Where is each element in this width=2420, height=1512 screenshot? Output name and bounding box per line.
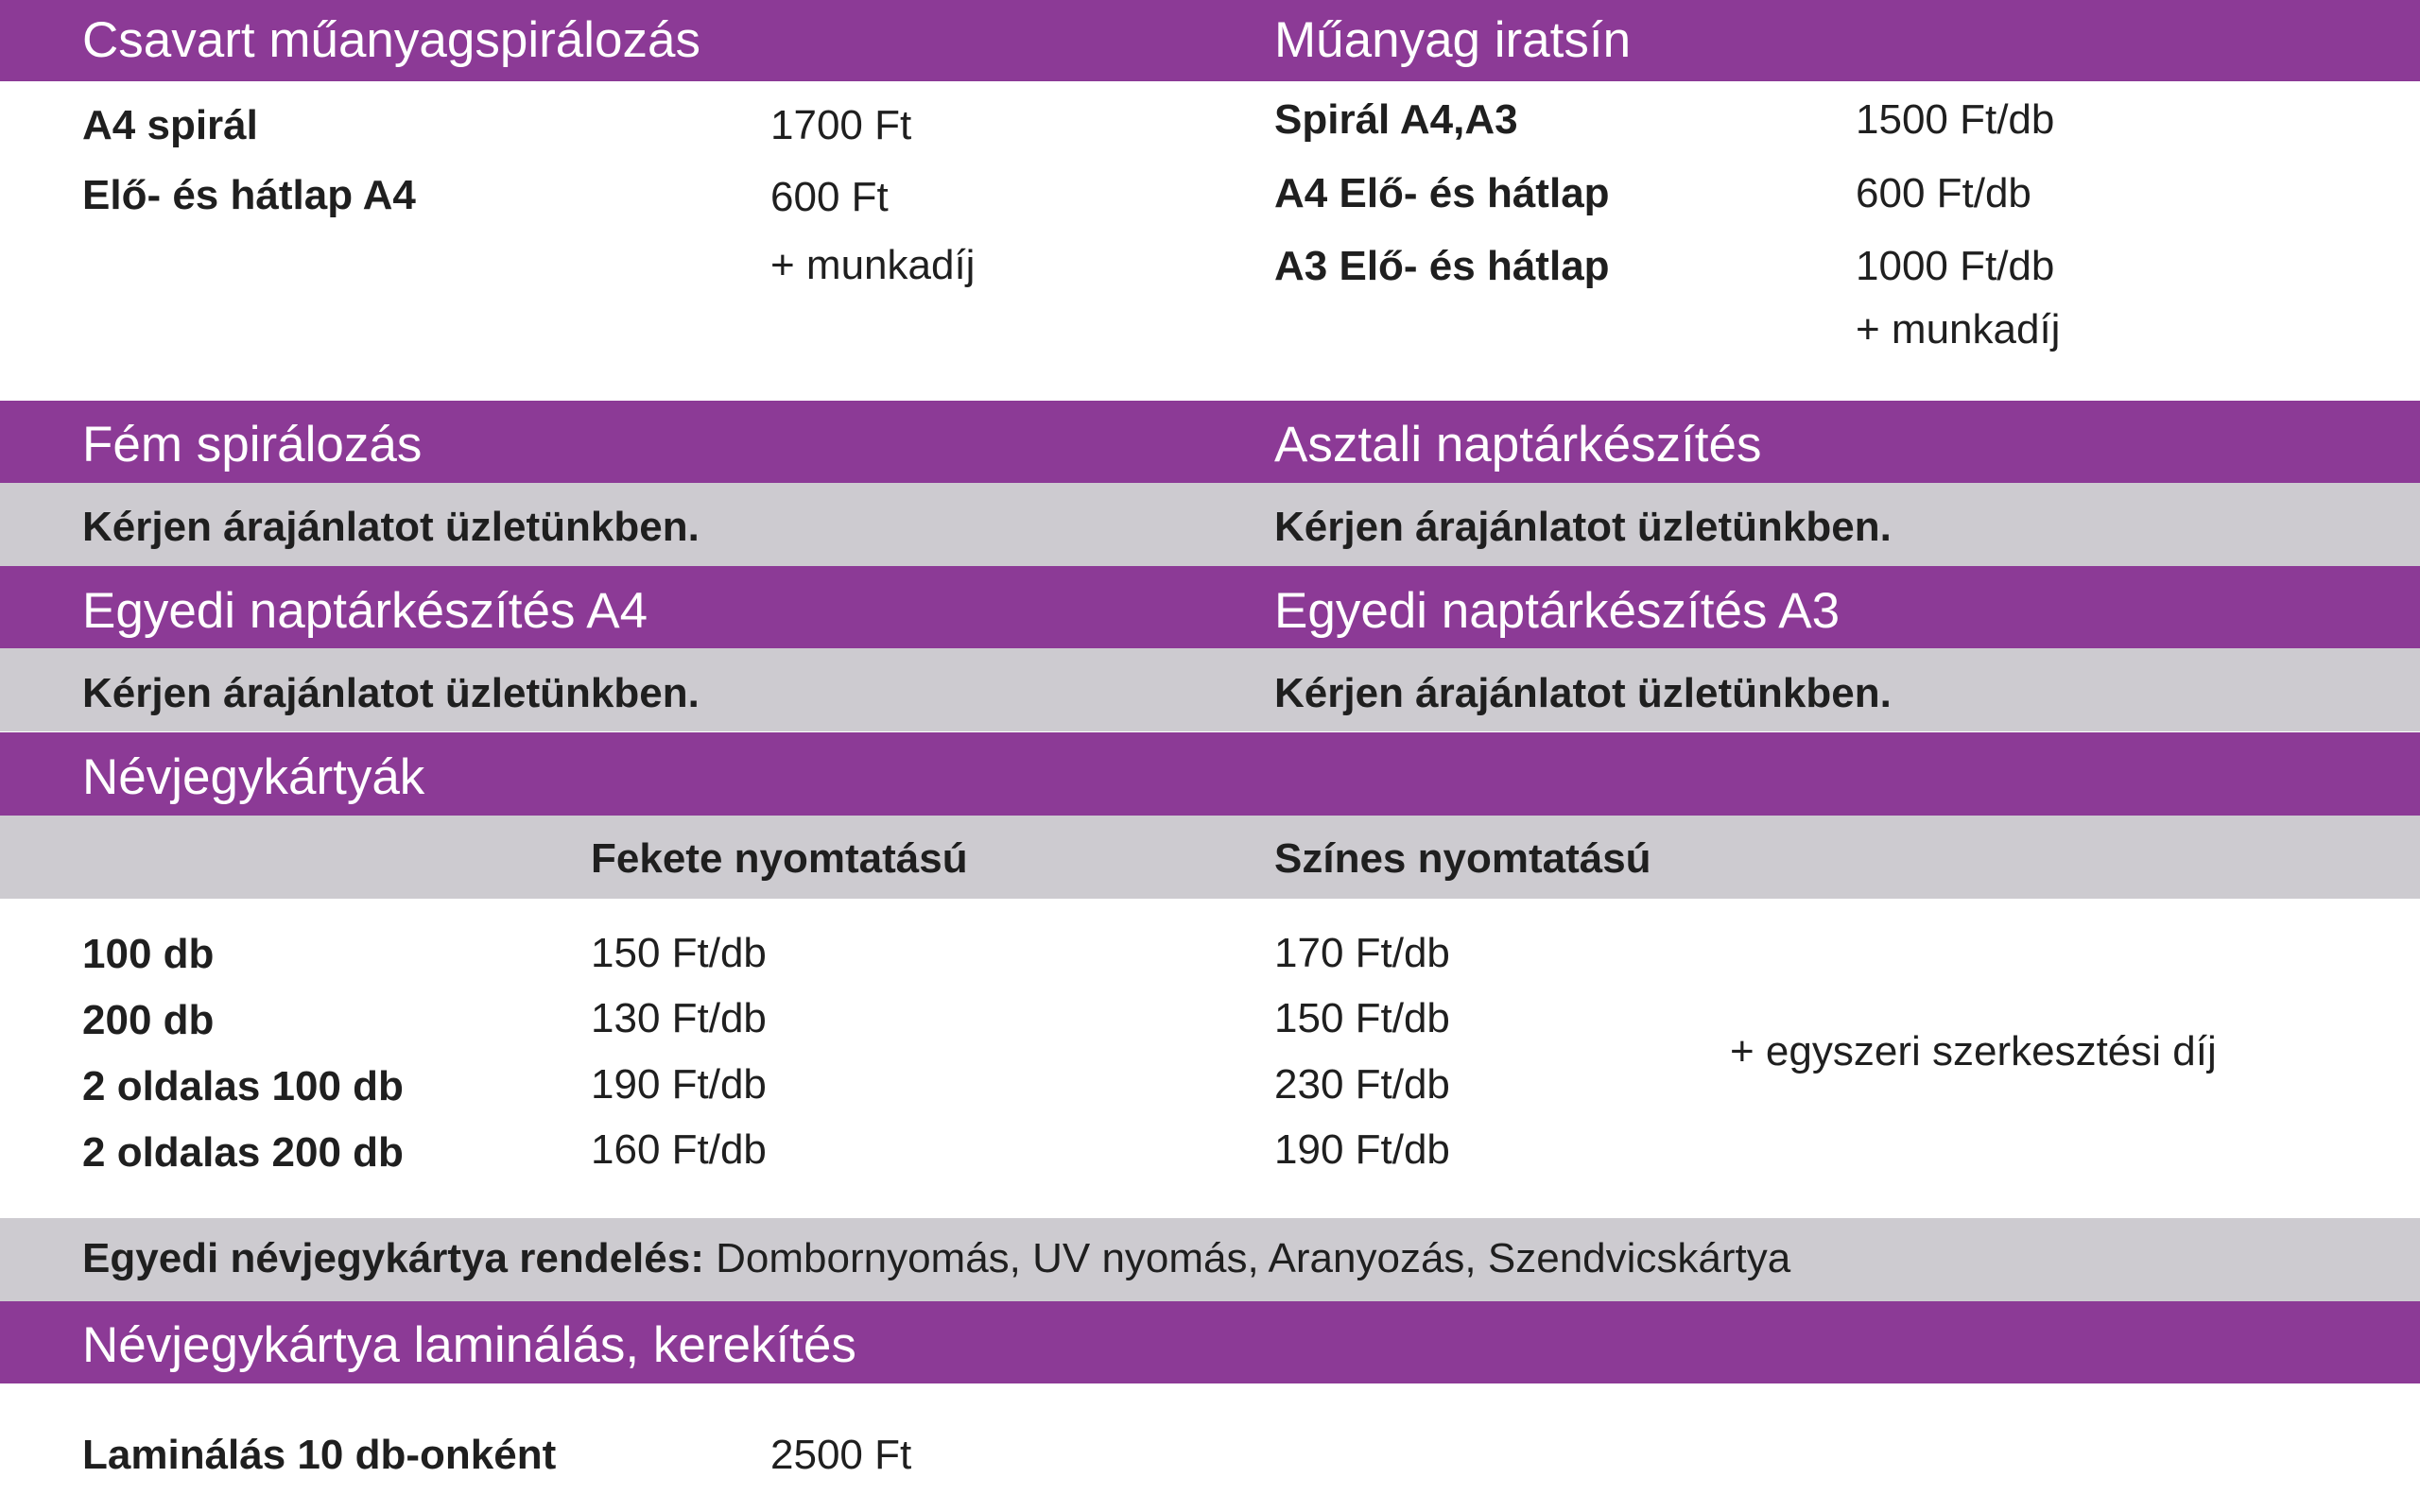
- custom-order-line: [82, 1235, 1791, 1281]
- label-front-back-a4: Elő- és hátlap A4: [82, 172, 416, 218]
- cards-row-black-price: 150 Ft/db: [591, 930, 767, 976]
- price-rail-a4-a3: 1500 Ft/db: [1856, 96, 2055, 143]
- custom-order-label: Egyedi névjegykártya rendelés:: [82, 1235, 704, 1281]
- custom-order-options: Dombornyomás, UV nyomás, Aranyozás, Szendvicskártya: [716, 1235, 1791, 1281]
- cards-row-label: 200 db: [82, 997, 215, 1043]
- column-header-color-print: Színes nyomtatású: [1274, 835, 1651, 882]
- label-rail-front-back-a3: A3 Elő- és hátlap: [1274, 243, 1610, 289]
- cards-row-label: 100 db: [82, 931, 215, 977]
- cards-row-label: 2 oldalas 100 db: [82, 1063, 404, 1109]
- section-title-lamination: Névjegykártya laminálás, kerekítés: [82, 1317, 856, 1373]
- quote-note-desk-calendar: Kérjen árajánlatot üzletünkben.: [1274, 504, 1892, 550]
- section-title-plastic-spiral: Csavart műanyagspirálozás: [82, 12, 700, 68]
- label-lamination: Laminálás 10 db-onként: [82, 1432, 557, 1478]
- cards-row-label: 2 oldalas 200 db: [82, 1129, 404, 1176]
- quote-note-calendar-a3: Kérjen árajánlatot üzletünkben.: [1274, 670, 1892, 716]
- section-title-plastic-rail: Műanyag iratsín: [1274, 12, 1632, 68]
- label-rail-front-back-a4: A4 Elő- és hátlap: [1274, 170, 1610, 216]
- section-title-desk-calendar: Asztali naptárkészítés: [1274, 417, 1762, 472]
- price-a4-spiral: 1700 Ft: [770, 102, 912, 148]
- cards-row-black-price: 190 Ft/db: [591, 1061, 767, 1108]
- cards-row-color-price: 190 Ft/db: [1274, 1126, 1450, 1173]
- section-title-business-cards: Névjegykártyák: [82, 749, 425, 805]
- section-title-metal-spiral: Fém spirálozás: [82, 417, 423, 472]
- section-title-custom-calendar-a4: Egyedi naptárkészítés A4: [82, 583, 648, 639]
- cards-row-color-price: 230 Ft/db: [1274, 1061, 1450, 1108]
- labor-fee-note: + munkadíj: [770, 242, 976, 288]
- labor-fee-note-rail: + munkadíj: [1856, 306, 2061, 352]
- cards-row-black-price: 160 Ft/db: [591, 1126, 767, 1173]
- cards-row-black-price: 130 Ft/db: [591, 995, 767, 1041]
- cards-row-color-price: 150 Ft/db: [1274, 995, 1450, 1041]
- quote-note-calendar-a4: Kérjen árajánlatot üzletünkben.: [82, 670, 700, 716]
- quote-note-metal-spiral: Kérjen árajánlatot üzletünkben.: [82, 504, 700, 550]
- price-lamination: 2500 Ft: [770, 1432, 912, 1478]
- price-front-back-a4: 600 Ft: [770, 174, 889, 220]
- section-title-custom-calendar-a3: Egyedi naptárkészítés A3: [1274, 583, 1841, 639]
- cards-row-color-price: 170 Ft/db: [1274, 930, 1450, 976]
- label-a4-spiral: A4 spirál: [82, 102, 258, 148]
- cards-column-header-band: [0, 816, 2420, 899]
- column-header-black-print: Fekete nyomtatású: [591, 835, 968, 882]
- one-time-edit-fee-note: + egyszeri szerkesztési díj: [1730, 1028, 2217, 1074]
- price-rail-front-back-a3: 1000 Ft/db: [1856, 243, 2055, 289]
- price-rail-front-back-a4: 600 Ft/db: [1856, 170, 2031, 216]
- label-rail-a4-a3: Spirál A4,A3: [1274, 96, 1518, 143]
